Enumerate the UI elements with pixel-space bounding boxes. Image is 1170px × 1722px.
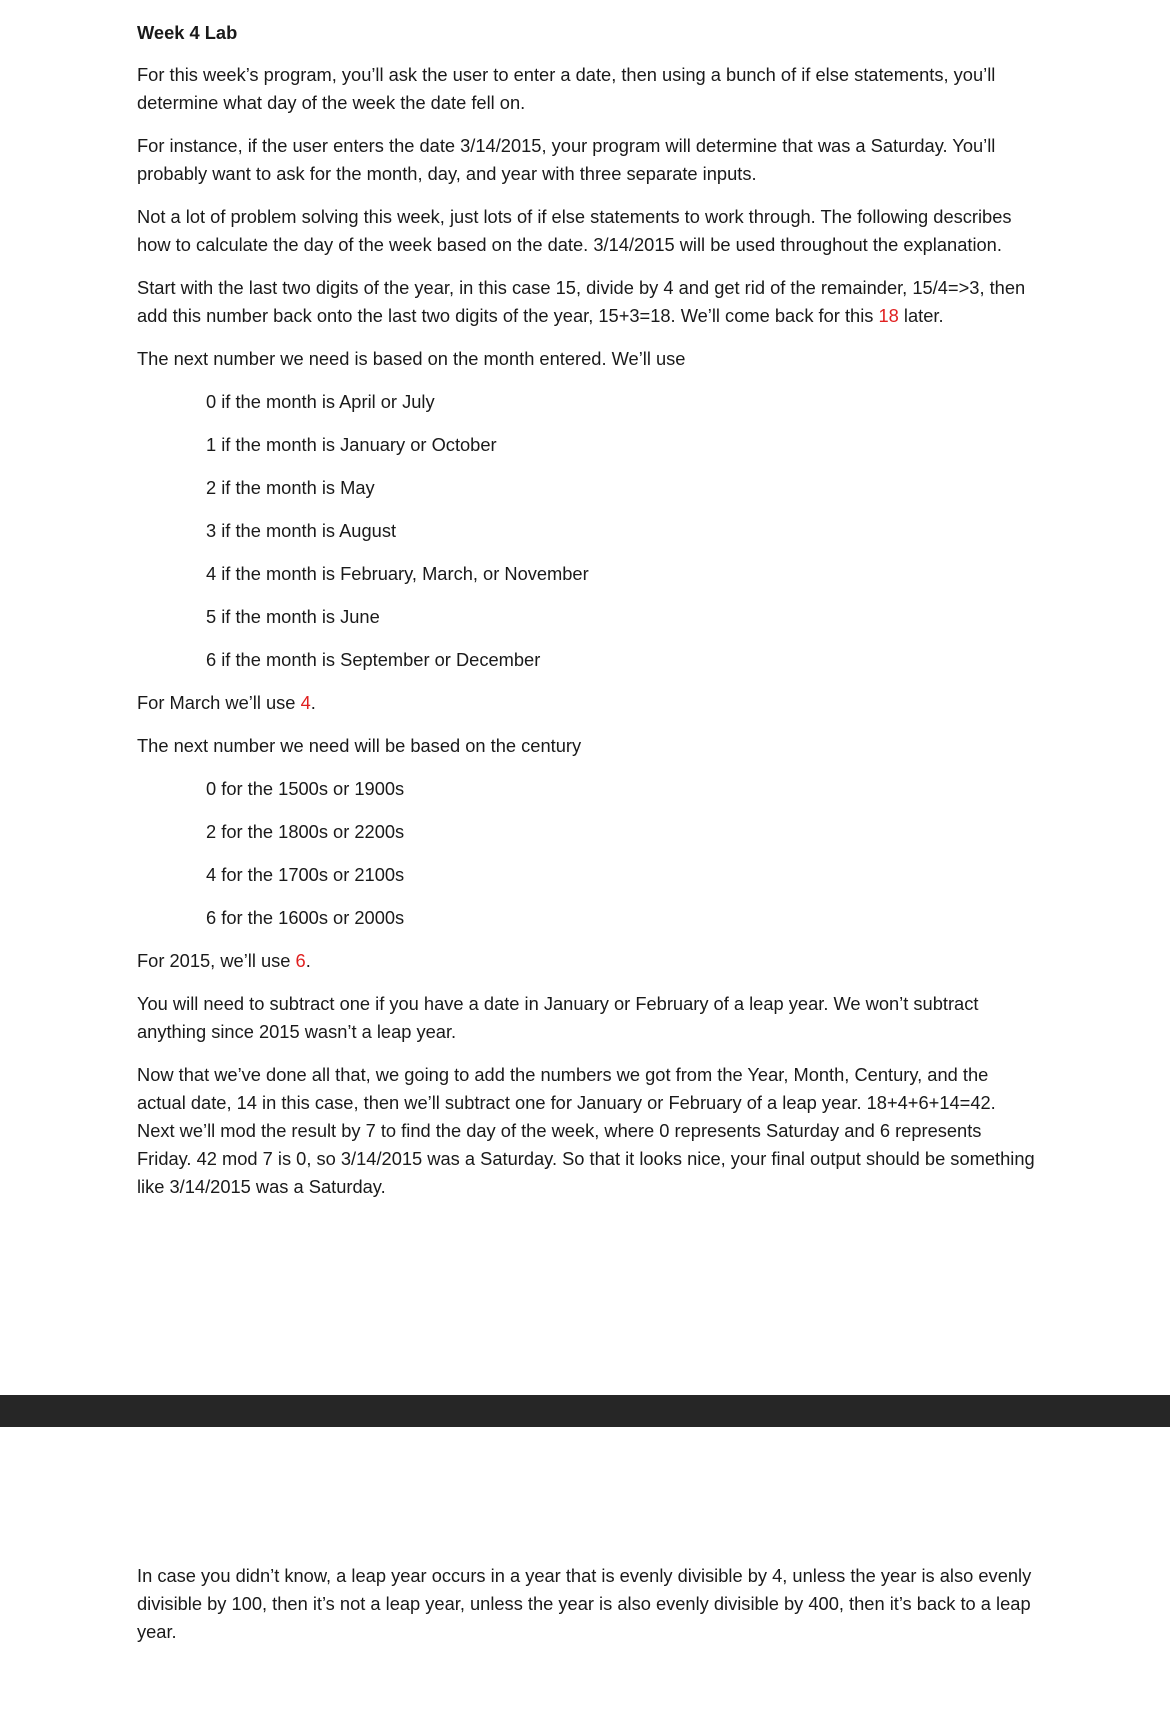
- century-example-suffix: .: [305, 950, 311, 971]
- century-intro: The next number we need will be based on the century: [137, 735, 582, 756]
- year-step-paragraph: [137, 274, 1037, 330]
- month-example-highlight: 4: [300, 692, 311, 713]
- month-item: 0 if the month is April or July: [206, 391, 435, 412]
- page-separator: [0, 1395, 1170, 1427]
- page-2-content: [137, 1562, 1037, 1661]
- century-example-highlight: 6: [295, 950, 306, 971]
- century-item: 2 for the 1800s or 2200s: [206, 821, 405, 842]
- explanation-paragraph: Not a lot of problem solving this week, just lots of if else statements to work through. The following describes how to calculate the day of the week based on the date. 3/14/2015 will be used throughout the explanation.: [137, 206, 1012, 255]
- month-intro: The next number we need is based on the month entered. We’ll use: [137, 348, 686, 369]
- month-item: 6 if the month is September or December: [206, 649, 541, 670]
- month-item: 3 if the month is August: [206, 520, 397, 541]
- month-item: 1 if the month is January or October: [206, 434, 497, 455]
- final-paragraph: Now that we’ve done all that, we going to add the numbers we got from the Year, Month, Century, and the actual date, 14 in this case, then we’ll subtract one for January or February of a leap year. 18+4+6+14=42. Next we’ll mod the result by 7 to find the day of the week, where 0 represents Saturday and 6 represents Friday. 42 mod 7 is 0, so 3/14/2015 was a Saturday. So that it looks nice, your final output should be something like 3/14/2015 was a Saturday.: [137, 1064, 1035, 1197]
- century-example: [137, 947, 1037, 975]
- month-example-suffix: .: [310, 692, 316, 713]
- leap-note-paragraph: You will need to subtract one if you have a date in January or February of a leap year. We won’t subtract anything since 2015 wasn’t a leap year.: [137, 993, 979, 1042]
- page-content: [137, 20, 1037, 1216]
- century-item: 4 for the 1700s or 2100s: [206, 864, 405, 885]
- document-page-2: [0, 1427, 1170, 1722]
- year-step-suffix: later.: [898, 305, 944, 326]
- page-title: Week 4 Lab: [137, 22, 238, 43]
- intro-paragraph: For this week’s program, you’ll ask the user to enter a date, then using a bunch of if else statements, you’ll determine what day of the week the date fell on.: [137, 64, 996, 113]
- century-item: 0 for the 1500s or 1900s: [206, 778, 405, 799]
- month-item: 2 if the month is May: [206, 477, 375, 498]
- month-item: 5 if the month is June: [206, 606, 380, 627]
- leap-year-definition: In case you didn’t know, a leap year occurs in a year that is evenly divisible by 4, unless the year is also evenly divisible by 100, then it’s not a leap year, unless the year is also evenly divisible by 400, then it’s back to a leap year.: [137, 1565, 1032, 1642]
- month-example-text: For March we’ll use: [137, 692, 301, 713]
- month-example: [137, 689, 1037, 717]
- century-item: 6 for the 1600s or 2000s: [206, 907, 405, 928]
- month-item: 4 if the month is February, March, or November: [206, 563, 589, 584]
- century-example-text: For 2015, we’ll use: [137, 950, 296, 971]
- year-step-text: Start with the last two digits of the year, in this case 15, divide by 4 and get rid of the remainder, 15/4=>3, then add this number back onto the last two digits of the year, 15+3=18. We’ll come back for this: [137, 277, 1026, 326]
- instance-paragraph: For instance, if the user enters the date 3/14/2015, your program will determine that was a Saturday. You’ll probably want to ask for the month, day, and year with three separate inputs.: [137, 135, 996, 184]
- year-step-highlight: 18: [878, 305, 899, 326]
